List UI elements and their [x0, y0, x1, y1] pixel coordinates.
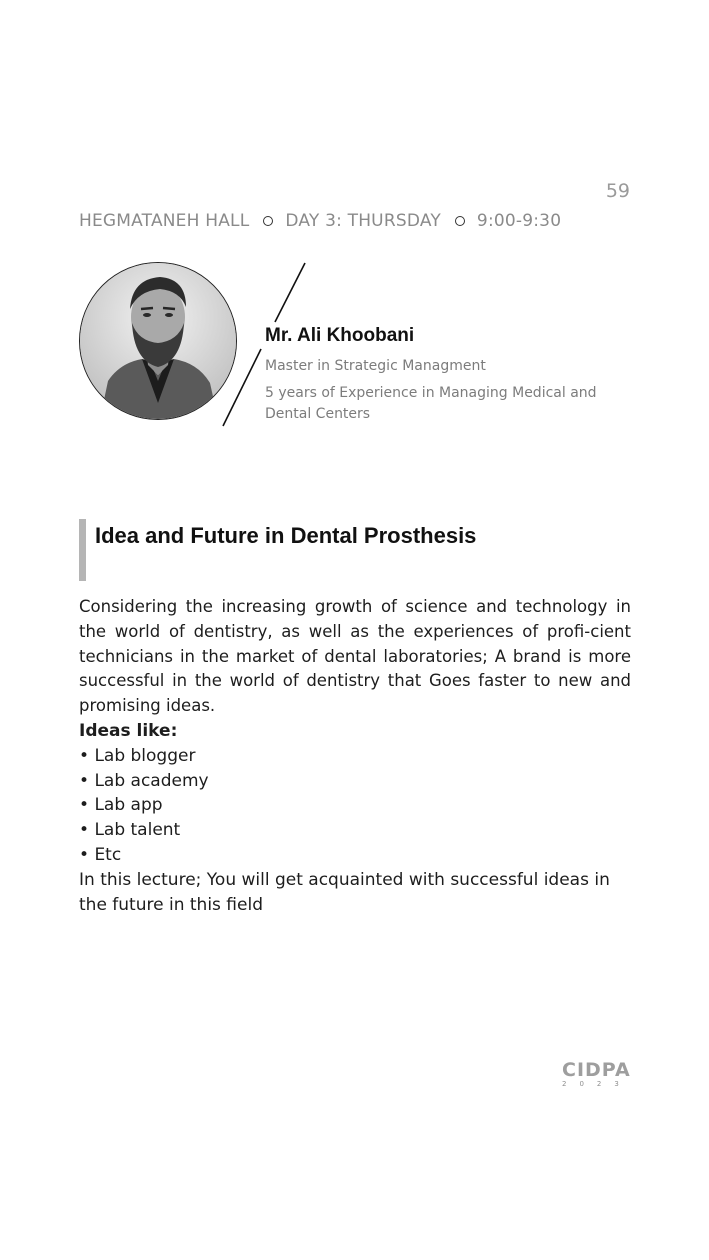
session-day: DAY 3: THURSDAY — [285, 211, 441, 231]
list-item: • Lab app — [79, 793, 631, 818]
list-item: • Lab talent — [79, 818, 631, 843]
separator-circle-icon — [455, 216, 465, 226]
speaker-name: Mr. Ali Khoobani — [265, 325, 415, 346]
ideas-list — [79, 744, 631, 868]
logo-word: CIDPA — [562, 1059, 631, 1081]
speaker-degree: Master in Strategic Managment — [265, 358, 486, 374]
lecture-closing: In this lecture; You will get acquainted with successful ideas in the future in this field — [79, 869, 610, 915]
speaker-photo — [79, 262, 237, 420]
lecture-title-block — [79, 519, 631, 581]
speaker-experience: 5 years of Experience in Managing Medical and Dental Centers — [265, 385, 597, 422]
session-hall: HEGMATANEH HALL — [79, 211, 250, 231]
cidpa-logo — [562, 1060, 632, 1090]
list-item: • Lab blogger — [79, 744, 631, 769]
speaker-portrait-image — [80, 263, 236, 419]
separator-circle-icon — [263, 216, 273, 226]
logo-year: 2023 — [562, 1080, 632, 1088]
list-item: • Lab academy — [79, 769, 631, 794]
ideas-heading: Ideas like: — [79, 720, 178, 741]
session-time: 9:00-9:30 — [476, 211, 562, 231]
page-number: 59 — [605, 180, 630, 202]
speaker-info — [265, 325, 625, 425]
list-item: • Etc — [79, 843, 631, 868]
session-info — [79, 211, 561, 231]
lecture-title: Idea and Future in Dental Prosthesis — [95, 523, 477, 548]
lecture-description — [79, 595, 631, 917]
lecture-paragraph: Considering the increasing growth of science and technology in the world of dentistry, as well as the experiences of profi-cient technicians in the market of dental laboratories; A brand is more successful in the world of dentistry that Goes faster to new and promising ideas. — [79, 597, 631, 716]
